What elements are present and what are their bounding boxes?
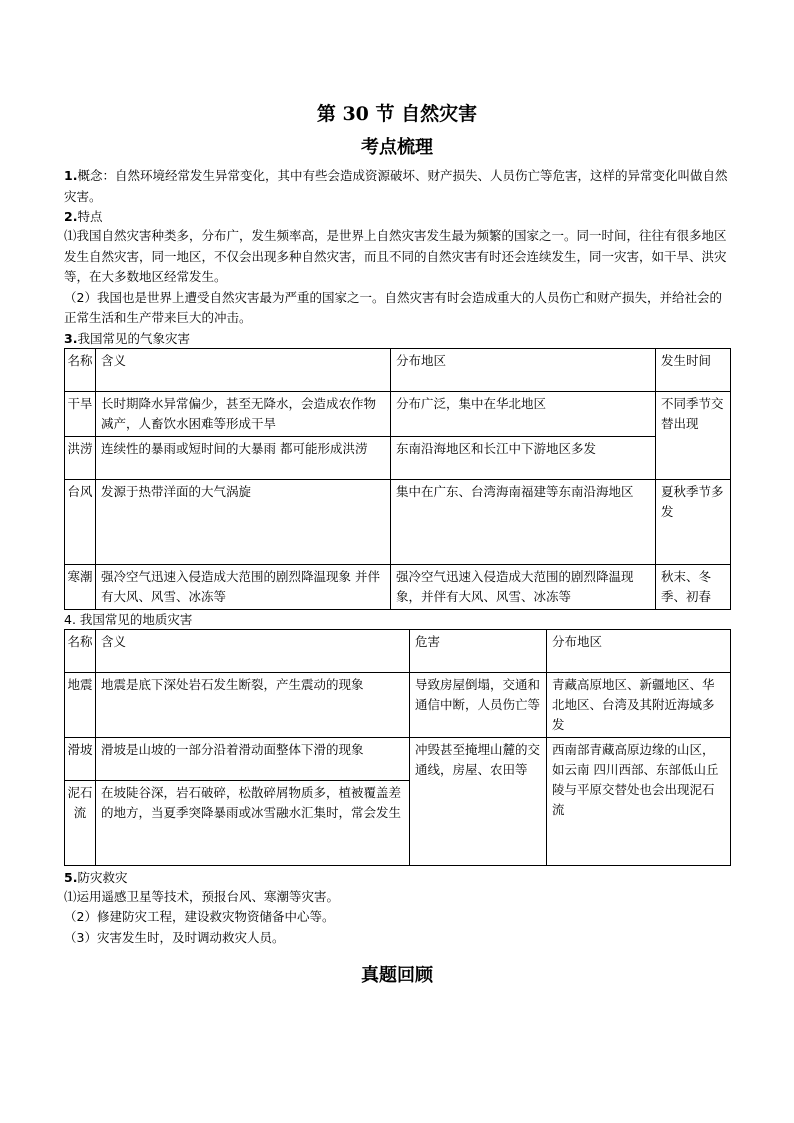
table-row: [65, 737, 731, 780]
row-area: 集中在广东、台湾海南福建等东南沿海地区: [391, 479, 656, 564]
document-page: [64, 100, 730, 990]
table-row: [65, 479, 731, 564]
features-paragraph-1: ⑴我国自然灾害种类多，分布广，发生频率高，是世界上自然灾害发生最为频繁的国家之一。同一时间，往往有很多地区发生自然灾害，同一地区，不仅会出现多种自然灾害，而且不同的自然灾害有时还会连续发生，同一灾害，如干旱、洪灾等，在大多数地区经常发生。: [64, 228, 727, 284]
weather-heading-number: 3.: [64, 330, 78, 346]
table-header-row: [65, 348, 731, 391]
row-meaning: 长时期降水异常偏少，甚至无降水，会造成农作物减产，人畜饮水困难等形成干旱: [96, 391, 391, 436]
row-area: 强冷空气迅速入侵造成大范围的剧烈降温现象，并伴有大风、风雪、冰冻等: [391, 564, 656, 609]
header-area: 分布地区: [391, 348, 656, 391]
row-time: 秋末、冬季、初春: [656, 564, 731, 609]
row-meaning: 强冷空气迅速入侵造成大范围的剧烈降温现象 并伴有大风、风雪、冰冻等: [96, 564, 391, 609]
concept-text: 概念：自然环境经常发生异常变化，其中有些会造成资源破坏、财产损失、人员伤亡等危害，这样的异常变化叫做自然灾害。: [64, 168, 728, 204]
header-harm: 危害: [410, 629, 547, 672]
row-meaning: 发源于热带洋面的大气涡旋: [96, 479, 391, 564]
concept-paragraph: [64, 166, 730, 207]
page-title: 第 30 节 自然灾害: [316, 103, 478, 125]
row-harm: 冲毁甚至掩埋山麓的交通线，房屋、农田等: [410, 737, 547, 865]
concept-number: 1.: [64, 168, 78, 183]
row-meaning: 连续性的暴雨或短时间的大暴雨 都可能形成洪涝: [96, 436, 391, 479]
row-harm: 导致房屋倒塌，交通和通信中断，人员伤亡等: [410, 672, 547, 737]
prevention-item: （3）灾害发生时，及时调动救灾人员。: [64, 929, 285, 945]
prevention-heading-text: 防灾救灾: [77, 869, 128, 885]
features-heading: [64, 207, 730, 226]
disaster-prevention-heading: [64, 868, 730, 887]
row-meaning: 滑坡是山坡的一部分沿着滑动面整体下滑的现象: [96, 737, 410, 780]
header-time: 发生时间: [656, 348, 731, 391]
geology-disasters-table: [64, 629, 731, 866]
row-time: 不同季节交替出现: [656, 391, 731, 479]
prevention-heading-number: 5.: [64, 869, 78, 885]
header-name: 名称: [65, 348, 96, 391]
row-meaning: 在坡陡谷深，岩石破碎，松散碎屑物质多，植被覆盖差的地方，当夏季突降暴雨或冰雪融水汇集时，常会发生: [96, 780, 410, 865]
row-name: 干旱: [65, 391, 96, 436]
row-area: 西南部青藏高原边缘的山区，如云南 四川西部、东部低山丘陵与平原交替处也会出现泥石流: [547, 737, 731, 865]
header-meaning: 含义: [96, 348, 391, 391]
table-row: [65, 391, 731, 436]
row-area: 东南沿海地区和长江中下游地区多发: [391, 436, 656, 479]
table-header-row: [65, 629, 731, 672]
header-area: 分布地区: [547, 629, 731, 672]
geology-disasters-heading: 4. 我国常见的地质灾害: [64, 611, 193, 627]
features-paragraph-2: （2）我国也是世界上遭受自然灾害最为严重的国家之一。自然灾害有时会造成重大的人员伤亡和财产损失，并给社会的正常生活和生产带来巨大的冲击。: [64, 289, 722, 325]
features-heading-number: 2.: [64, 209, 78, 224]
header-name: 名称: [65, 629, 96, 672]
review-section-title: 真题回顾: [361, 965, 433, 986]
table-row: [65, 672, 731, 737]
row-time: 夏秋季节多发: [656, 479, 731, 564]
section-subtitle: 考点梳理: [361, 137, 433, 158]
weather-disasters-heading: [64, 329, 730, 348]
row-name: 寒潮: [65, 564, 96, 609]
row-name: 台风: [65, 479, 96, 564]
row-name: 洪涝: [65, 436, 96, 479]
row-name: 泥石流: [65, 780, 96, 865]
row-meaning: 地震是底下深处岩石发生断裂，产生震动的现象: [96, 672, 410, 737]
weather-heading-text: 我国常见的气象灾害: [77, 330, 190, 346]
row-area: 分布广泛，集中在华北地区: [391, 391, 656, 436]
weather-disasters-table: [64, 348, 731, 610]
table-row: [65, 564, 731, 609]
table-row: [65, 436, 731, 479]
header-meaning: 含义: [96, 629, 410, 672]
row-name: 地震: [65, 672, 96, 737]
row-area: 青藏高原地区、新疆地区、华北地区、台湾及其附近海域多发: [547, 672, 731, 737]
row-name: 滑坡: [65, 737, 96, 780]
features-heading-text: 特点: [77, 209, 103, 224]
prevention-item: ⑴运用遥感卫星等技术，预报台风、寒潮等灾害。: [64, 888, 340, 904]
prevention-item: （2）修建防灾工程，建设救灾物资储备中心等。: [64, 909, 335, 924]
